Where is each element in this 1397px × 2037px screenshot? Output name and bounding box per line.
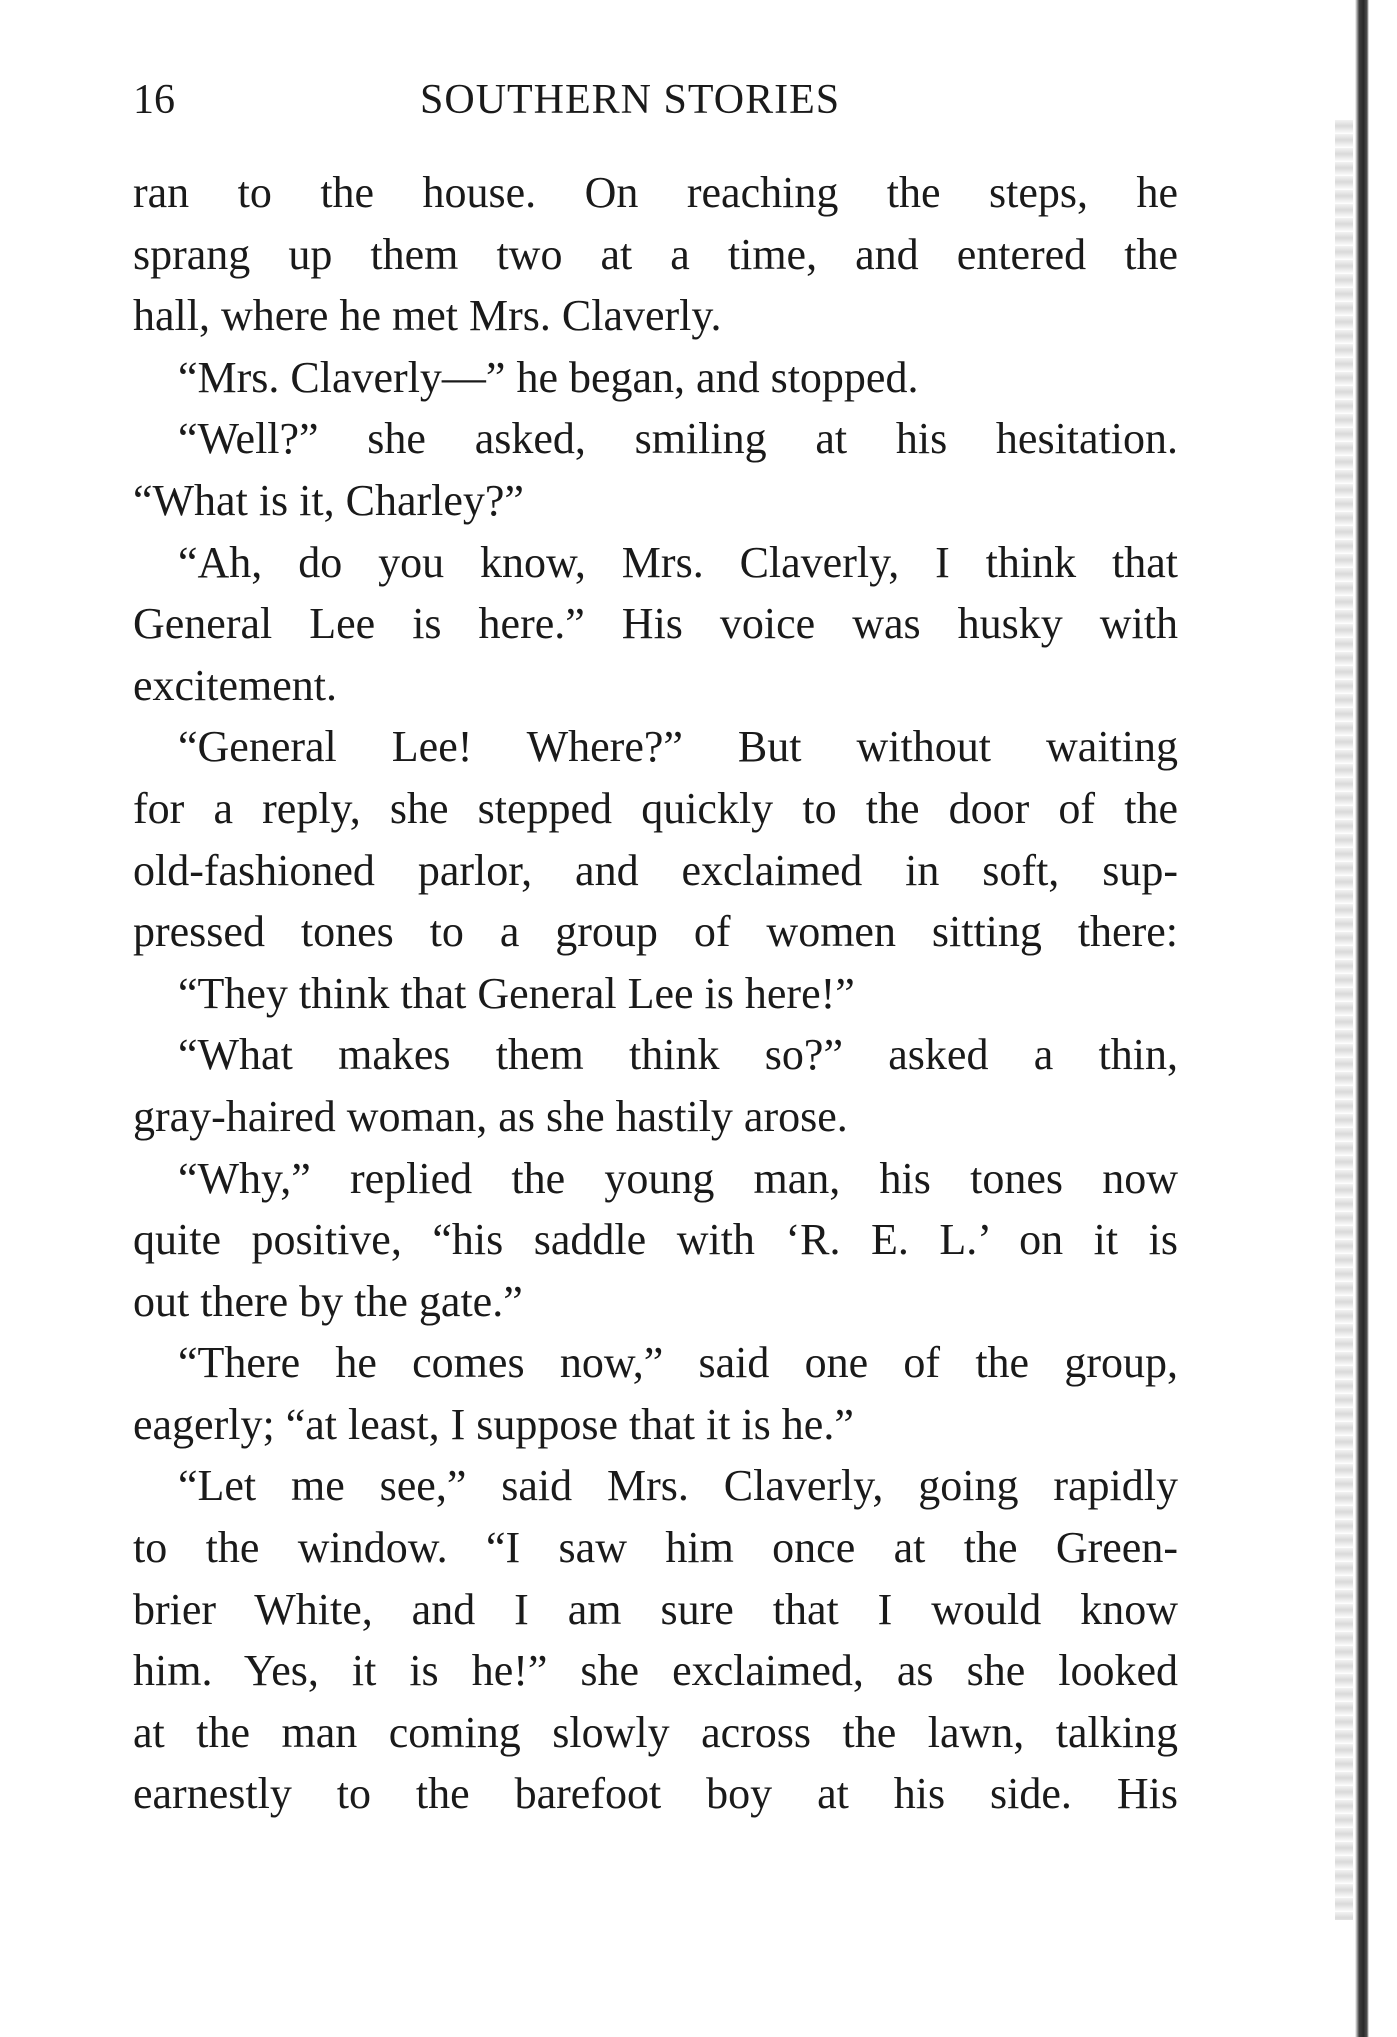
text-line: “General Lee! Where?” But without waiting [178, 722, 1178, 772]
text-line: to the window. “I saw him once at the Green- [133, 1523, 1178, 1573]
body-text [133, 162, 1178, 1825]
page-header [133, 70, 1178, 130]
text-line: eagerly; “at least, I suppose that it is he.” [133, 1399, 854, 1449]
text-line: gray-haired woman, as she hastily arose. [133, 1091, 848, 1141]
text-line: “Why,” replied the young man, his tones now [178, 1153, 1178, 1203]
text-line: brier White, and I am sure that I would know [133, 1584, 1178, 1634]
text-line: him. Yes, it is he!” she exclaimed, as she looked [133, 1646, 1178, 1696]
text-line: “Mrs. Claverly—” he began, and stopped. [178, 352, 919, 402]
page-binding-edge [1355, 0, 1369, 2037]
text-line: out there by the gate.” [133, 1276, 523, 1326]
text-line: at the man coming slowly across the lawn, talking [133, 1707, 1178, 1757]
text-line: sprang up them two at a time, and entered the [133, 229, 1178, 279]
text-line: “Ah, do you know, Mrs. Claverly, I think that [178, 537, 1178, 587]
text-line: earnestly to the barefoot boy at his side. His [133, 1769, 1178, 1819]
text-line: “What is it, Charley?” [133, 475, 524, 525]
binding-shadow [1335, 120, 1353, 1920]
text-line: for a reply, she stepped quickly to the door of the [133, 783, 1178, 833]
text-line: old-fashioned parlor, and exclaimed in soft, sup- [133, 845, 1178, 895]
text-line: “There he comes now,” said one of the group, [178, 1338, 1178, 1388]
text-line: “Let me see,” said Mrs. Claverly, going rapidly [178, 1461, 1178, 1511]
text-line: excitement. [133, 660, 338, 710]
text-line: pressed tones to a group of women sitting there: [133, 907, 1178, 957]
text-line: ran to the house. On reaching the steps, he [133, 168, 1178, 217]
text-line: General Lee is here.” His voice was husky with [133, 599, 1178, 649]
text-line: “They think that General Lee is here!” [178, 968, 855, 1018]
text-line: quite positive, “his saddle with ‘R. E. L.’ on it is [133, 1215, 1178, 1265]
text-line: “Well?” she asked, smiling at his hesitation. [178, 414, 1178, 464]
text-line: hall, where he met Mrs. Claverly. [133, 291, 722, 341]
page-number: 16 [133, 77, 175, 123]
running-title: SOUTHERN STORIES [420, 77, 841, 123]
text-line: “What makes them think so?” asked a thin, [178, 1030, 1178, 1080]
